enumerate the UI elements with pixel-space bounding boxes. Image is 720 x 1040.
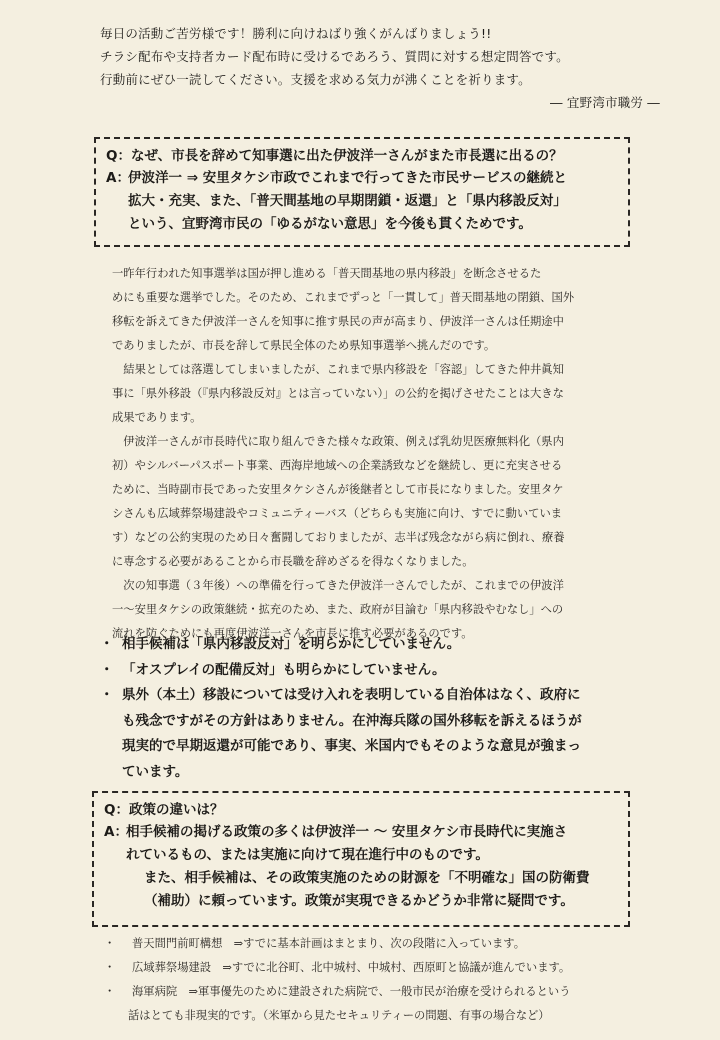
bullet-mark: ・ (100, 636, 114, 652)
list-item-text: 相手候補は「県内移設反対」を明らかにしていません。 (122, 636, 461, 652)
intro-request: 行動前にぜひ一読してください。支援を求める気力が沸くことを祈ります。 (100, 72, 531, 87)
bullet-mark: ・ (104, 961, 116, 974)
intro-signature: ― 宜野湾市職労 ― (550, 95, 660, 110)
bullet-mark: ・ (100, 661, 114, 678)
intro-section (100, 22, 660, 114)
qa1-answer-line3: という、宜野湾市民の「ゆるがない意思」を今後も貫くためです。 (128, 216, 532, 232)
list-item (100, 658, 640, 684)
body-line: 流れを防ぐためにも再度伊波洋一さんを市長に推す必要があるのです。 (112, 627, 473, 640)
body-line: 一昨年行われた知事選挙は国が押し進める「普天間基地の県内移設」を断念させるた (112, 267, 542, 280)
list-item (100, 980, 640, 1004)
body-line: でありましたが、市長を辞して県民全体のため県知事選挙へ挑んだのです。 (112, 339, 496, 352)
qa1-question: Q：なぜ、市長を辞めて知事選に出た伊波洋一さんがまた市長選に出るの？ (106, 148, 563, 164)
body-line: 結果としては落選してしまいましたが、これまで県内移設を「容認」してきた仲井眞知 (112, 363, 564, 376)
qa2-answer-line1 (104, 821, 618, 844)
qa1-answer-line1 (106, 167, 618, 190)
list-item (100, 932, 640, 956)
list-item (100, 632, 640, 658)
list-item-continuation: 話はとても非現実的です。（米軍から見たセキュリティーの問題、有事の場合など） (128, 1009, 550, 1022)
list-item-line: 県外（本土）移設については受け入れを表明している自治体はなく、政府に (122, 687, 581, 703)
body-line: 事に「県外移設（『県内移設反対』とは言っていない）」の公約を掲げさせたことは大きな (112, 387, 564, 400)
list-item-text (122, 683, 582, 785)
body-line: す）などの公約実現のため日々奮闘しておりましたが、志半ば残念ながら病に倒れ、療養 (112, 531, 565, 544)
intro-purpose: チラシ配布や支持者カード配布時に受けるであろう、質問に対する想定問答です。 (100, 49, 569, 64)
qa2-answer-line3: また、相手候補は、その政策実施のための財源を「不明確な」国の防衛費 (144, 870, 590, 886)
policy-status-list (100, 932, 640, 1028)
body-line: シさんも広域葬祭場建設やコミュニティーバス（どちらも実施に向け、すでに動いていま (112, 507, 563, 520)
qa-box-why-run-again (94, 137, 630, 247)
answer-mark: A： (104, 824, 128, 840)
list-item (100, 683, 640, 785)
bullet-mark: ・ (100, 687, 114, 703)
bullet-mark: ・ (104, 985, 116, 998)
body-line: ために、当時副市長であった安里タケシさんが後継者として市長になりました。安里タケ (112, 483, 564, 496)
qa2-answer-line4: （補助）に頼っています。政策が実現できるかどうか非常に疑問です。 (144, 893, 574, 909)
qa1-answer-text1: 伊波洋一 ⇒ 安里タケシ市政でこれまで行ってきた市民サービスの継続と (128, 170, 567, 186)
list-item-text: 「オスプレイの配備反対」も明らかにしていません。 (122, 661, 446, 678)
bullet-mark: ・ (104, 937, 116, 950)
list-item-line: 現実的で早期返還が可能であり、事実、米国内でもそのような意見が強まっ (122, 738, 581, 754)
list-item-text: 普天間門前町構想 ⇒すでに基本計画はまとまり、次の段階に入っています。 (132, 937, 525, 950)
list-item-line: も残念ですがその方針はありません。在沖海兵隊の国外移転を訴えるほうが (122, 712, 582, 729)
list-item (100, 956, 640, 980)
qa2-answer-text1: 相手候補の掲げる政策の多くは伊波洋一 ～ 安里タケシ市長時代に実施さ (126, 824, 568, 840)
qa2-question: Q：政策の違いは？ (104, 802, 224, 818)
body-line: めにも重要な選挙でした。そのため、これまでずっと「一貫して」普天間基地の閉鎖、国外 (112, 291, 575, 304)
qa2-answer-line2: れているもの、または実施に向けて現在進行中のものです。 (126, 847, 489, 863)
list-item-text: 海軍病院 ⇒軍事優先のために建設された病院で、一般市民が治療を受けられるという (132, 985, 571, 998)
opponent-points-list (100, 632, 640, 785)
body-line: 初）やシルバーパスポート事業、西海岸地域への企業誘致などを継続し、更に充実させる (112, 459, 563, 472)
qa-box-policy-difference (92, 791, 630, 927)
body-line: に専念する必要があることから市長職を辞めざるを得なくなりました。 (112, 555, 474, 568)
body-line: 移転を訴えてきた伊波洋一さんを知事に推す県民の声が高まり、伊波洋一さんは任期途中 (112, 315, 564, 328)
body-line: 成果であります。 (112, 411, 202, 424)
list-item-text: 広域葬祭場建設 ⇒すでに北谷町、北中城村、中城村、西原町と協議が進んでいます。 (132, 961, 571, 974)
answer-mark: A： (106, 170, 130, 186)
explanation-body (112, 262, 632, 646)
list-item-line: ています。 (122, 763, 189, 780)
body-line: 一～安里タケシの政策継続・拡充のため、また、政府が目論む「県内移設やむなし」への (112, 603, 564, 616)
qa1-answer-line2: 拡大・充実、また、「普天間基地の早期閉鎖・返還」と「県内移設反対」 (128, 193, 567, 209)
intro-greeting: 毎日の活動ご苦労様です！勝利に向けねばり強くがんばりましょう!! (100, 26, 492, 41)
body-line: 次の知事選（３年後）への準備を行ってきた伊波洋一さんでしたが、これまでの伊波洋 (112, 579, 564, 592)
body-line: 伊波洋一さんが市長時代に取り組んできた様々な政策、例えば乳幼児医療無料化（県内 (112, 435, 564, 448)
